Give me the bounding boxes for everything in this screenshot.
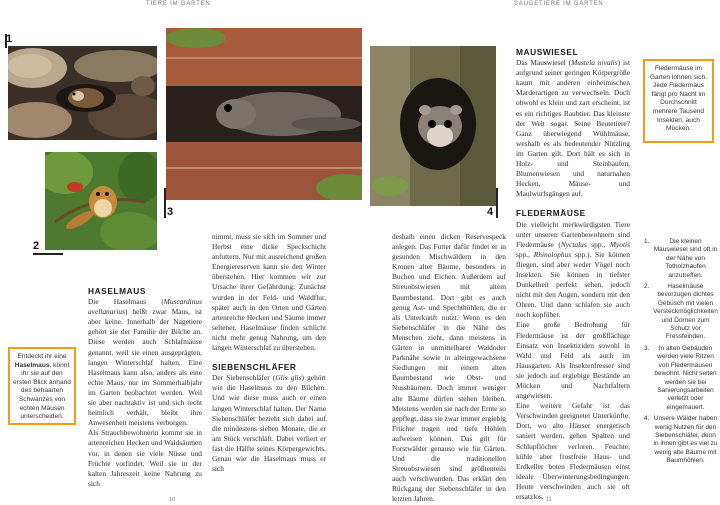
siebenschlaefer-paragraph-1: Der Siebenschläfer (Glis glis) gehört wie die Haselmaus zu den Bilchen. Und wie diese muss auch er einen langen Winterschlaf halten. Der Name Siebenschläfer bezieht sich dabei auf die mindestens sieben Monate, die er am Stück verschläft. Dabei verliert er fast die Hälfte seines Körpergewichts. Genau wie die Haselmaus muss er sich [212, 373, 326, 474]
column-mauswiesel-fledermaeuse [516, 47, 630, 502]
fig2-marker-bar [33, 253, 63, 255]
tip-item: 1. Die kleinen Mauswiesel sind oft in der Nähe von Totholzhaufen anzutreffen. [644, 238, 718, 279]
fig4-photo-dormouse-in-tree-hollow [370, 46, 496, 206]
callout-fledermaus-text: Fledermäuse im Garten lohnen sich. Jede Fledermaus fängt pro Nacht im Durchschnitt mehrere Tausend Insekten, auch Mücken. [649, 65, 708, 133]
tip-item: 3. In alten Gebäuden werden viele Ritzen von Fledermäusen bewohnt. Nicht selten werden sie bei Sanierungsarbeiten verletzt oder eingemauert. [644, 344, 717, 411]
fig4-marker-bar [496, 188, 498, 218]
tip-item: 2. Haselmäuse bevorzugen dichtes Gebüsch mit vielen Versteckmöglichkeiten und Dornen zum Schutz vor Fressfeinden. [644, 283, 718, 341]
left-page-number: 10 [169, 497, 176, 503]
fig2-photo-dormouse-in-bush [45, 152, 157, 250]
fig3-marker-bar [164, 188, 166, 218]
fledermaeuse-paragraph-2: Eine große Bedrohung für Fledermäuse ist der großflächige Einsatz von Insektiziden sowohl in Wald und Feld als auch im Hausgarten. Als Insektenfresser sind sie jedoch auf ergiebige Bestände an Mücken und Nachtfaltern angewiesen. [516, 320, 630, 401]
haselmaus-paragraph-3: nimmt, muss sie sich im Sommer und Herbst eine dicke Speckschicht anfuttern. Nur mit ausreichend großen Energiereserven kann sie den Winter überstehen. Hier kommen wir zur Ursache ihrer Gefährdung: Zunächst wurden in der Feld- und Waldflur, später auch in den Orten und Gärten artenreiche Hecken und Säume immer seltener. Haselmäuse finden schlicht nicht mehr genug Nahrung, um den langen Winterschlaf zu überstehen. [212, 232, 326, 353]
fig1-photo-mouse-in-woodpile [8, 46, 157, 140]
tips-list [644, 238, 718, 469]
fig3-number: 3 [167, 206, 174, 218]
heading-mauswiesel: MAUSWIESEL [516, 47, 579, 57]
right-running-head: SÄUGETIERE IM GARTEN [514, 1, 604, 7]
tip-item: 4. Unsere Wälder haben wenig Nutzen für den Siebenschläfer, denn in ihnen gibt es viel zu wenig alte Bäume mit Baumhöhlen. [644, 415, 718, 465]
mauswiesel-paragraph-1: Das Mauswiesel (Mustela nivalis) ist aufgrund seiner geringen Körpergröße kaum mit anderen einheimischen Marderartigen zu verwechseln. Doch obwohl es klein und zart erscheint, ist es ein richtiges Raubtier. Das kleinste der Welt sogar. Seine Beutetiere? Ganz überwiegend Wühlmäuse, weshalb es als bedeutender Nützling im Garten gilt. Dort hält es sich in Holz- und Steinhaufen, Blumenwiesen und naturnahen Hecken, Mäuse- und Maulwurfsgängen auf. [516, 58, 630, 199]
column-siebenschlaefer-continued [392, 232, 506, 505]
heading-siebenschlaefer: SIEBENSCHLÄFER [212, 362, 297, 373]
siebenschlaefer-paragraph-2: deshalb einen dicken Reservespeck anlegen. Das Futter dafür findet er in gesunden Mischwäldern in den Kronen alter Bäume, besonders in Buchen und Eichen. Außerdem auf Streuobstwiesen mit altem Baumbestand. Dort gibt es auch genug Ast- und Spechthöhlen, die er als Unterkunft nutzt. Wenn es den Siebenschläfer in die Nähe des Menschen zieht, dann meistens in Gärten in unmittelbarer Waldoder Parknähe sowie in alteingewachsene Siedlungen mit einem alten Baumbestand wie Obst- und Nussbäumen. Doch immer weniger alte Bäume dürfen stehen bleiben. Meistens werden sie nach der Ernte so gepflegt, dass sie zwar immer ergiebig Früchte tragen und tiefe Höhlen aufweisen können. Das gilt für Forstwälder genauso wie für Gärten. Und die traditionellen Streuobstwiesen sind größtenteils auch verschwunden. Das erklärt den Rückgang der Siebenschläfer in den letzten Jahren. [392, 232, 506, 504]
left-running-head: TIERE IM GARTEN [146, 1, 211, 7]
fig1-number: 1 [6, 33, 13, 45]
callout-fledermaus [643, 59, 714, 143]
column-haselmaus [88, 286, 202, 489]
haselmaus-paragraph-1: Die Haselmaus (Muscardinus avellanarius) heißt zwar Maus, ist aber keine. Innerhalb der Nagetiere gehört sie der Familie der Bilche an. Diese werden auch Schlafmäuse genannt, weil sie einen ausgeprägten, langen Winterschlaf halten. Eine Haselmaus kann also, anders als eine echte Maus, nur im Sommerhalbjahr im Garten beobachtet werden. Weil sie aber nachtaktiv ist und sich recht heimlich verhält, bleibt ihre Anwesenheit meistens verborgen. [88, 297, 202, 428]
haselmaus-paragraph-2: Als Strauchbewohnerin kommt sie in artenreichen Hecken und Waldsäumen vor, in denen sie viele Nüsse und Früchte vorfindet. Weil sie in der kalten Jahreszeit keine Nahrung zu sich [88, 428, 202, 488]
fig3-photo-dormouse-in-wall [166, 28, 362, 200]
heading-fledermaeuse: FLEDERMÄUSE [516, 208, 586, 219]
callout-haselmaus-text: Entdeckt ihr eine Haselmaus, könnt ihr sie auf den ersten Blick anhand des behaarten Schwanzes von echten Mäusen unterscheiden. [13, 353, 71, 421]
callout-haselmaus [8, 347, 76, 425]
right-page-number: 11 [546, 497, 552, 503]
fig2-number: 2 [33, 240, 40, 252]
fledermaeuse-paragraph-3: Eine weitere Gefahr ist das Verschwinden geeigneter Unterkünfte. Dort, wo alte Häuser energetisch saniert werden, gehen Spalten und Schlupflöcher verloren. Feuchte, kühle aber frostfreie Haus- und Erdkeller boten Fledermäusen einst ideale Überwinterungsbedingungen. Heute verschwinden auch sie oft ersatzlos. [516, 401, 630, 502]
column-haselmaus-continued [212, 232, 326, 474]
fig4-number: 4 [487, 206, 494, 218]
heading-haselmaus: HASELMAUS [88, 286, 146, 296]
fledermaeuse-paragraph-1: Die vielleicht merkwürdigsten Tiere unter unseren Gartenbewohnern sind Fledermäuse (Nyctalus spp., Myotis spp., Rhinolophus spp.). Sie können fliegen, sind aber weder Vögel noch Insekten. Sie können in tiefster Dunkelheit perfekt sehen, jedoch nicht mit den Augen, sondern mit den Ohren. Und dann schlafen sie auch noch kopfüber. [516, 219, 631, 320]
